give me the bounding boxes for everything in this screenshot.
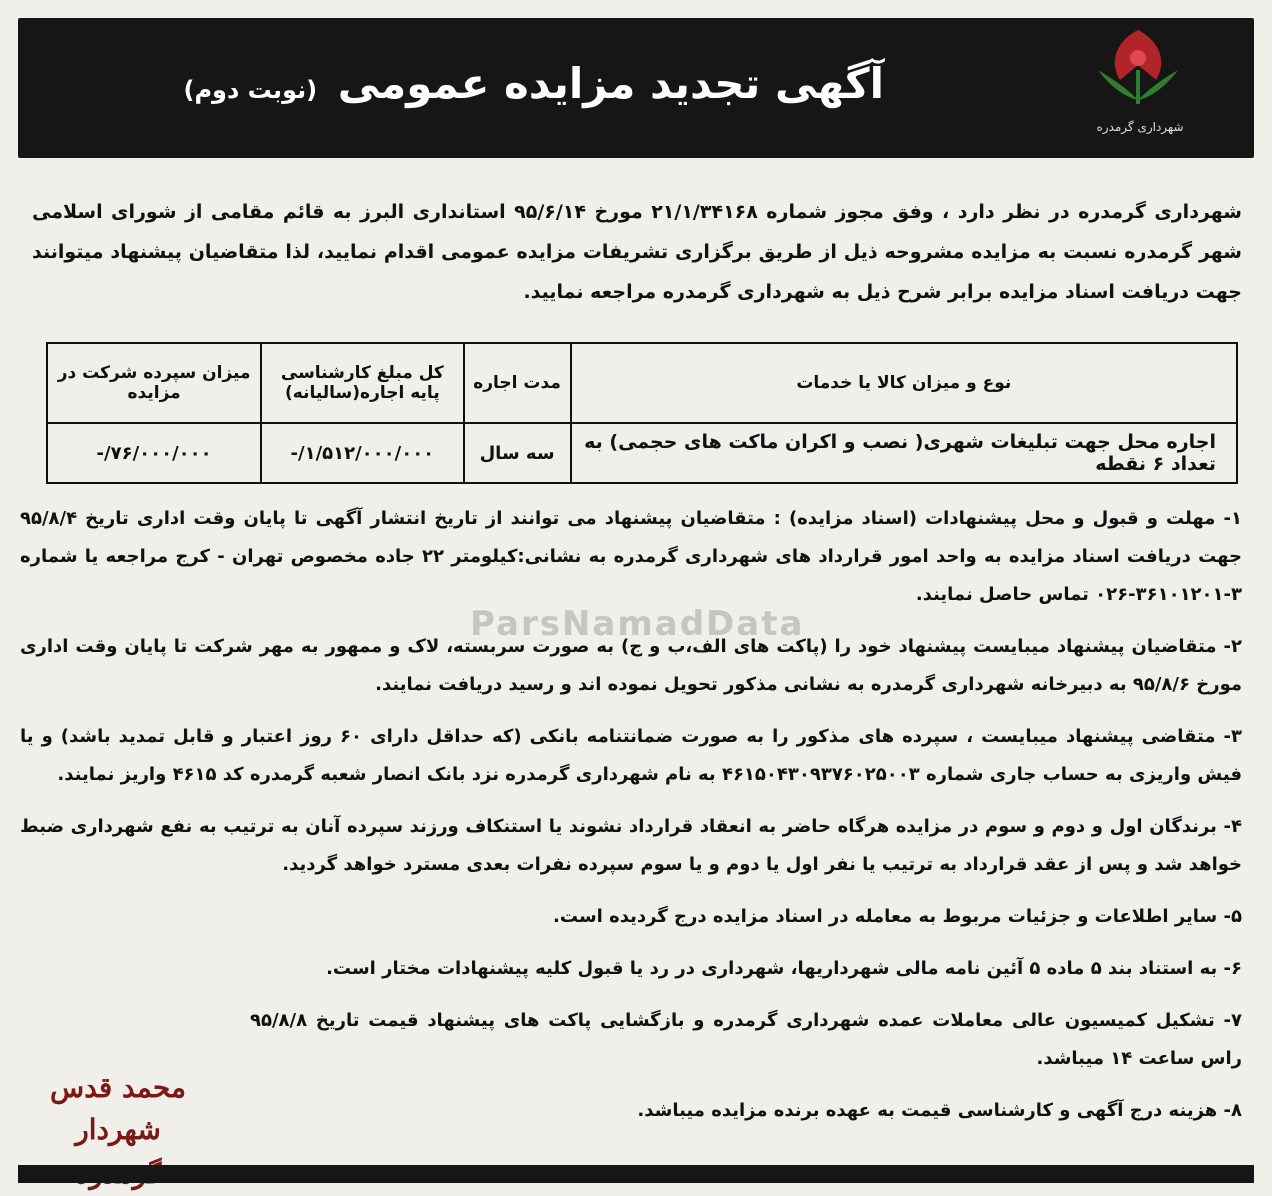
- clause-6: ۶- به استناد بند ۵ ماده ۵ آئین نامه مالی شهرداریها، شهرداری در رد یا قبول کلیه پیشنهادات مختار است.: [326, 958, 1242, 979]
- clause-2: ۲- متقاضیان پیشنهاد میبایست پیشنهاد خود را (پاکت های الف،ب و ج) به صورت سربسته، لاک و ممهور به مهر شرکت تا پایان وقت اداری مورخ ۹۵/۸/۶ به دبیرخانه شهرداری گرمدره به نشانی مذکور تحویل نموده اند و رسید دریافت نمایند.: [20, 636, 1242, 695]
- cell-base-price: ۱/۵۱۲/۰۰۰/۰۰۰/-: [261, 423, 463, 483]
- cell-deposit: ۷۶/۰۰۰/۰۰۰/-: [47, 423, 261, 483]
- clause-4: ۴- برندگان اول و دوم و سوم در مزایده هرگاه حاضر به انعقاد قرارداد نشوند یا استنکاف ورزند سپرده آنان به ترتیب به نفع شهرداری ضبط خواهد شد و پس از عقد قرارداد به ترتیب یا نفر اول یا دوم و یا سوم سپرده نفرات بعدی مسترد خواهد گردید.: [20, 816, 1242, 875]
- header-deposit: میزان سپرده شرکت در مزایده: [47, 343, 261, 423]
- clause-3: ۳- متقاضی پیشنهاد میبایست ، سپرده های مذکور را به صورت ضمانتنامه بانکی (که حداقل دارای ۶۰ روز اعتبار و قابل تمدید باشد) و یا فیش واریزی به حساب جاری شماره ۴۶۱۵۰۴۳۰۹۳۷۶۰۲۵۰۰۳ به نام شهرداری گرمدره نزد بانک انصار شعبه گرمدره کد ۴۶۱۵ واریز نمایند.: [20, 726, 1242, 785]
- table-row: [47, 423, 1237, 483]
- clause-1: ۱- مهلت و قبول و محل پیشنهادات (اسناد مزایده) : متقاضیان پیشنهاد می توانند از تاریخ انتشار آگهی تا پایان وقت اداری تاریخ ۹۵/۸/۴ جهت دریافت اسناد مزایده به واحد امور قرارداد های شهرداری گرمدره به نشانی:کیلومتر ۲۲ جاده مخصوص تهران - کرج مراجعه یا شماره ۳-۳۶۱۰۱۲۰۱-۰۲۶ تماس حاصل نمایند.: [20, 508, 1242, 605]
- clause-8: ۸- هزینه درج آگهی و کارشناسی قیمت به عهده برنده مزایده میباشد.: [637, 1100, 1242, 1121]
- clause-7: ۷- تشکیل کمیسیون عالی معاملات عمده شهرداری گرمدره و بازگشایی پاکت های پیشنهاد قیمت تاریخ ۹۵/۸/۸ راس ساعت ۱۴ میباشد.: [250, 1010, 1242, 1069]
- cell-duration: سه سال: [464, 423, 571, 483]
- header-base-price: کل مبلغ کارشناسی پایه اجاره(سالیانه): [261, 343, 463, 423]
- table-header-row: [47, 343, 1237, 423]
- header-duration: مدت اجاره: [464, 343, 571, 423]
- municipality-logo-icon: [1078, 10, 1198, 130]
- auction-items-table: [46, 342, 1238, 484]
- notice-title: [184, 54, 885, 120]
- notice-title-sub: (نوبت دوم): [183, 76, 318, 104]
- logo-caption: شهرداری گرمدره: [1096, 120, 1184, 134]
- cell-type: اجاره محل جهت تبلیغات شهری( نصب و اکران ماکت های حجمی) به تعداد ۶ نقطه: [571, 423, 1237, 483]
- signatory-name: محمد قدس: [50, 1071, 186, 1104]
- footer-bar: [18, 1165, 1254, 1183]
- watermark: ParsNamadData: [470, 604, 805, 644]
- header-type: نوع و میزان کالا یا خدمات: [571, 343, 1237, 423]
- intro-paragraph: شهرداری گرمدره در نظر دارد ، وفق مجوز شماره ۲۱/۱/۳۴۱۶۸ مورخ ۹۵/۶/۱۴ استانداری البرز به قائم مقامی از شورای اسلامی شهر گرمدره نسبت به مزایده مشروحه ذیل از طریق برگزاری تشریفات مزایده عمومی اقدام نمایید، لذا متقاضیان پیشنهاد میتوانند جهت دریافت اسناد مزایده برابر شرح ذیل به شهرداری گرمدره مراجعه نمایید.: [32, 201, 1242, 303]
- clauses-list: [20, 500, 1242, 1144]
- signatory-role: شهردار: [75, 1113, 161, 1146]
- header-banner: [18, 18, 1254, 158]
- notice-title-main: آگهی تجدید مزایده عمومی: [337, 59, 884, 108]
- clause-5: ۵- سایر اطلاعات و جزئیات مربوط به معامله در اسناد مزایده درج گردیده است.: [553, 906, 1242, 927]
